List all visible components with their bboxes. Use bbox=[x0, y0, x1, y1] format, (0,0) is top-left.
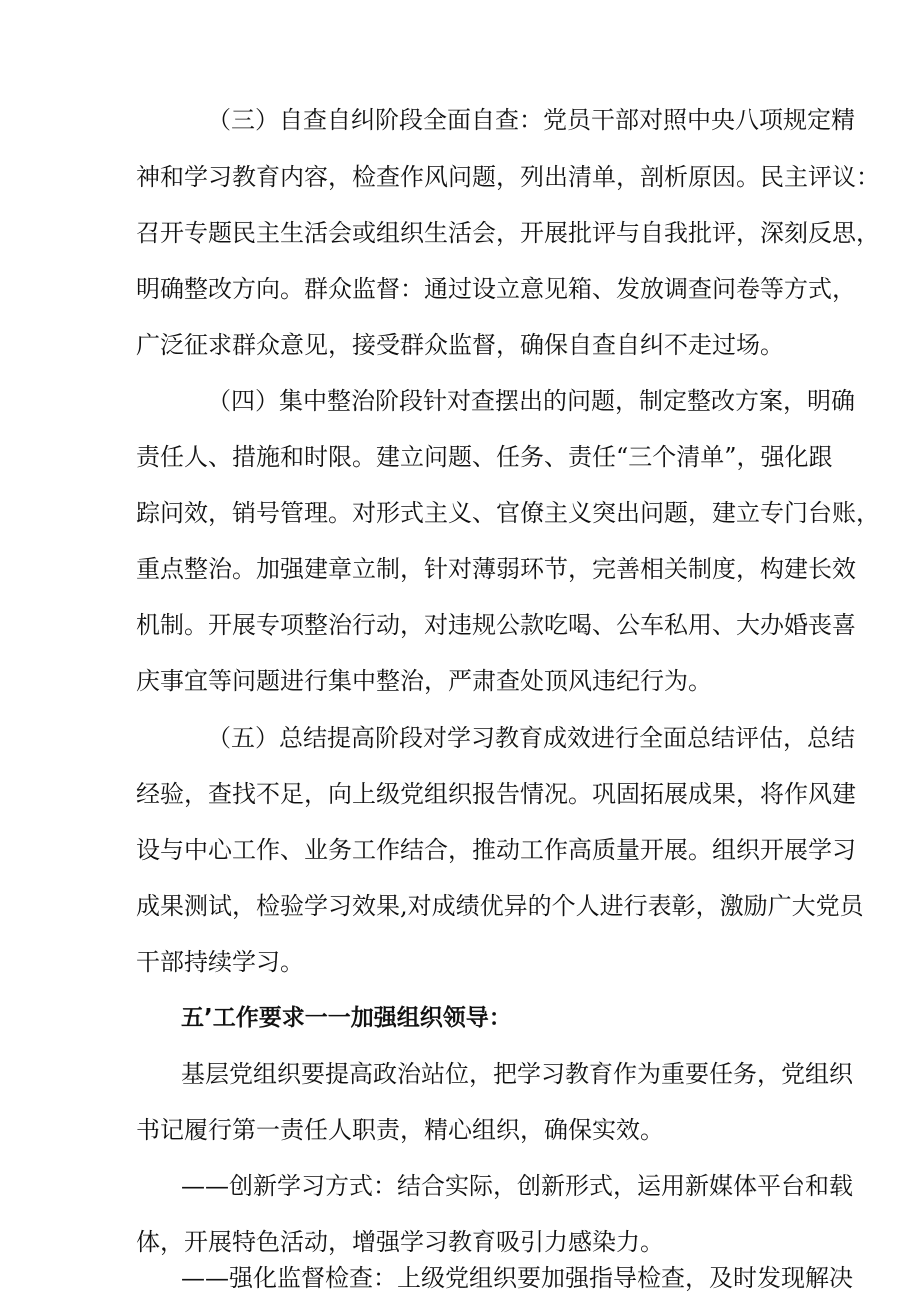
para-4-line-5: 机制。开展专项整治行动，对违规公款吃喝、公车私用、大办婚丧喜 bbox=[136, 611, 856, 639]
innovate-line-1: ——创新学习方式：结合实际，创新形式，运用新媒体平台和载 bbox=[181, 1172, 853, 1200]
para-4-line-6: 庆事宜等问题进行集中整治，严肃查处顶风违纪行为。 bbox=[136, 667, 712, 695]
para-5-line-3: 设与中心工作、业务工作结合，推动工作高质量开展。组织开展学习 bbox=[136, 836, 856, 864]
para-3-line-2: 神和学习教育内容，检查作风问题，列出清单，剖析原因。民主评议： bbox=[136, 163, 880, 191]
section-heading: 五’工作要求一一加强组织领导： bbox=[181, 1005, 512, 1031]
innovate-line-2: 体，开展特色活动，增强学习教育吸引力感染力。 bbox=[136, 1228, 664, 1256]
para-4-line-3: 踪问效，销号管理。对形式主义、官僚主义突出问题，建立专门台账， bbox=[136, 499, 880, 527]
para-5-line-1: （五）总结提高阶段对学习教育成效进行全面总结评估，总结 bbox=[207, 724, 855, 752]
para-4-line-2: 责任人、措施和时限。建立问题、任务、责任“三个清单”，强化跟 bbox=[136, 443, 833, 471]
para-3-line-3: 召开专题民主生活会或组织生活会，开展批评与自我批评，深刻反思， bbox=[136, 219, 880, 247]
para-5-line-5: 干部持续学习。 bbox=[136, 948, 304, 976]
para-3-line-4: 明确整改方向。群众监督：通过设立意见箱、发放调查问卷等方式， bbox=[136, 275, 856, 303]
para-4-line-4: 重点整治。加强建章立制，针对薄弱环节，完善相关制度，构建长效 bbox=[136, 555, 856, 583]
leadership-line-1: 基层党组织要提高政治站位，把学习教育作为重要任务，党组织 bbox=[181, 1060, 853, 1088]
para-4-line-1: （四）集中整治阶段针对查摆出的问题，制定整改方案，明确 bbox=[207, 387, 855, 415]
para-5-line-2: 经验，查找不足，向上级党组织报告情况。巩固拓展成果，将作风建 bbox=[136, 780, 856, 808]
leadership-line-2: 书记履行第一责任人职责，精心组织，确保实效。 bbox=[136, 1116, 664, 1144]
para-3-line-1: （三）自查自纠阶段全面自查：党员干部对照中央八项规定精 bbox=[207, 106, 855, 134]
supervise-line-1: ——强化监督检查：上级党组织要加强指导检查，及时发现解决 bbox=[181, 1264, 853, 1292]
para-5-line-4: 成果测试，检验学习效果,对成绩优异的个人进行表彰，激励广大党员 bbox=[136, 892, 864, 920]
para-3-line-5: 广泛征求群众意见，接受群众监督，确保自查自纠不走过场。 bbox=[136, 331, 784, 359]
